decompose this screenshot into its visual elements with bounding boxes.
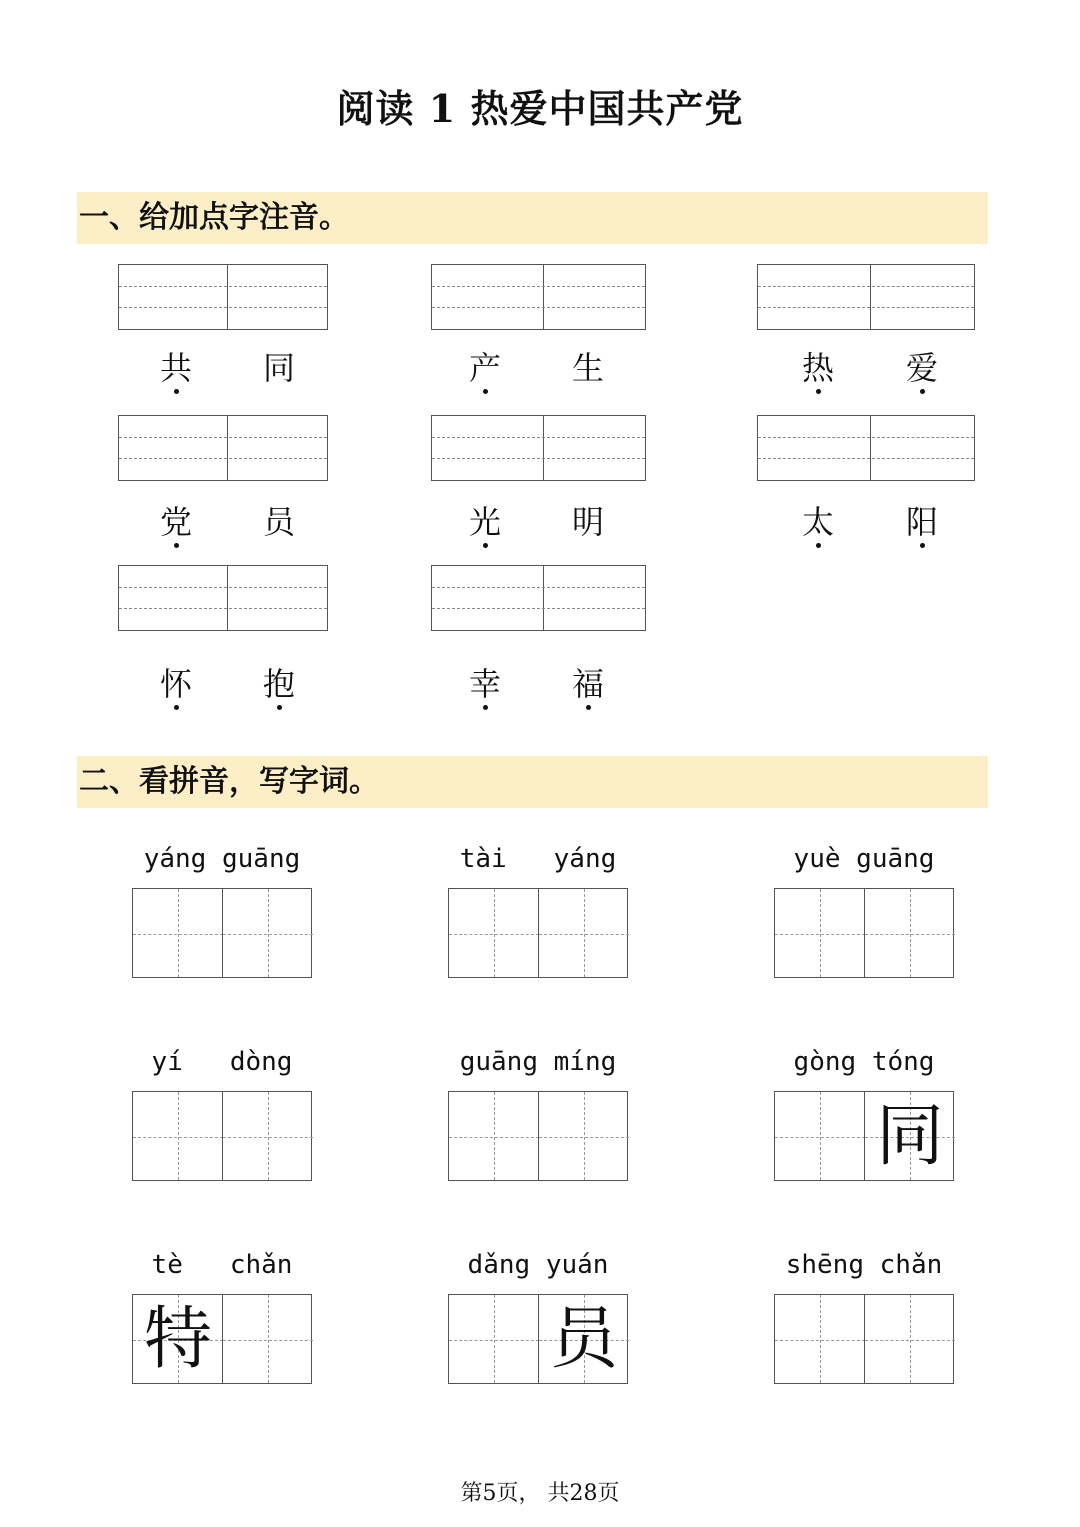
hanzi-char: 幸	[460, 664, 510, 704]
pinyin-answer-box[interactable]	[431, 415, 646, 481]
pinyin-label: yuè guāng	[793, 844, 935, 874]
tianzige-writing-box[interactable]	[448, 888, 628, 978]
pinyin-label: yáng guāng	[143, 844, 301, 874]
pinyin-label: dǎng yuán	[467, 1250, 609, 1280]
written-char	[449, 889, 539, 979]
written-char: 员	[549, 1300, 618, 1379]
tianzige-cell[interactable]	[449, 889, 539, 977]
tianzige-writing-box[interactable]	[132, 1294, 312, 1384]
written-char: 特	[143, 1300, 212, 1379]
hanzi-char: 党	[151, 502, 201, 542]
tianzige-cell[interactable]	[133, 889, 223, 977]
tianzige-writing-box[interactable]	[774, 1091, 954, 1181]
tianzige-cell[interactable]	[222, 1295, 313, 1383]
written-char	[223, 889, 313, 979]
hanzi-char: 太	[793, 502, 843, 542]
pinyin-label: guāng míng	[459, 1047, 617, 1077]
tianzige-cell[interactable]	[449, 1295, 539, 1383]
written-char	[449, 1092, 539, 1182]
tianzige-cell[interactable]	[864, 1295, 955, 1383]
hanzi-char: 怀	[151, 664, 201, 704]
hanzi-char: 阳	[897, 502, 947, 542]
tianzige-cell[interactable]	[222, 1092, 313, 1180]
hanzi-char: 明	[571, 503, 604, 541]
pinyin-label: tè chǎn	[151, 1250, 293, 1280]
written-char	[449, 1295, 539, 1385]
tianzige-cell[interactable]	[222, 889, 313, 977]
hanzi-char: 产	[460, 348, 510, 388]
pinyin-answer-box[interactable]	[118, 264, 328, 330]
tianzige-cell[interactable]	[775, 1295, 865, 1383]
written-char	[865, 889, 955, 979]
written-char	[223, 1092, 313, 1182]
hanzi-char: 抱	[254, 664, 304, 704]
tianzige-cell[interactable]	[775, 1092, 865, 1180]
written-char	[775, 1092, 865, 1182]
tianzige-cell[interactable]	[449, 1092, 539, 1180]
written-char	[539, 1092, 629, 1182]
pinyin-label: tài yáng	[459, 844, 617, 874]
tianzige-writing-box[interactable]	[132, 888, 312, 978]
tianzige-writing-box[interactable]	[774, 1294, 954, 1384]
hanzi-char: 光	[460, 502, 510, 542]
pinyin-label: shēng chǎn	[785, 1250, 943, 1280]
pinyin-answer-box[interactable]	[757, 415, 975, 481]
pinyin-answer-box[interactable]	[118, 415, 328, 481]
tianzige-cell[interactable]	[133, 1295, 223, 1383]
hanzi-char: 福	[563, 664, 613, 704]
tianzige-cell[interactable]	[775, 889, 865, 977]
tianzige-writing-box[interactable]	[448, 1091, 628, 1181]
pinyin-answer-box[interactable]	[431, 565, 646, 631]
page-footer: 第5页， 共28页	[460, 1481, 620, 1506]
hanzi-char: 生	[571, 349, 604, 387]
hanzi-char: 爱	[897, 348, 947, 388]
tianzige-writing-box[interactable]	[132, 1091, 312, 1181]
written-char	[865, 1295, 955, 1385]
written-char	[775, 889, 865, 979]
tianzige-writing-box[interactable]	[774, 888, 954, 978]
written-char	[539, 889, 629, 979]
page-title: 阅读 1 热爱中国共产党	[336, 86, 744, 131]
pinyin-answer-box[interactable]	[757, 264, 975, 330]
written-char	[223, 1295, 313, 1385]
pinyin-label: gòng tóng	[793, 1047, 935, 1077]
tianzige-cell[interactable]	[864, 889, 955, 977]
tianzige-cell[interactable]	[538, 889, 629, 977]
section1-heading: 一、给加点字注音。	[77, 192, 988, 244]
tianzige-cell[interactable]	[538, 1295, 629, 1383]
written-char	[133, 1092, 223, 1182]
written-char: 同	[875, 1097, 944, 1176]
section2-heading: 二、看拼音，写字词。	[77, 756, 988, 808]
pinyin-label: yí dòng	[151, 1047, 293, 1077]
tianzige-cell[interactable]	[538, 1092, 629, 1180]
hanzi-char: 共	[151, 348, 201, 388]
hanzi-char: 热	[793, 348, 843, 388]
tianzige-cell[interactable]	[133, 1092, 223, 1180]
hanzi-char: 同	[262, 349, 295, 387]
pinyin-answer-box[interactable]	[118, 565, 328, 631]
hanzi-char: 员	[262, 503, 295, 541]
pinyin-answer-box[interactable]	[431, 264, 646, 330]
tianzige-writing-box[interactable]	[448, 1294, 628, 1384]
tianzige-cell[interactable]	[864, 1092, 955, 1180]
written-char	[133, 889, 223, 979]
written-char	[775, 1295, 865, 1385]
